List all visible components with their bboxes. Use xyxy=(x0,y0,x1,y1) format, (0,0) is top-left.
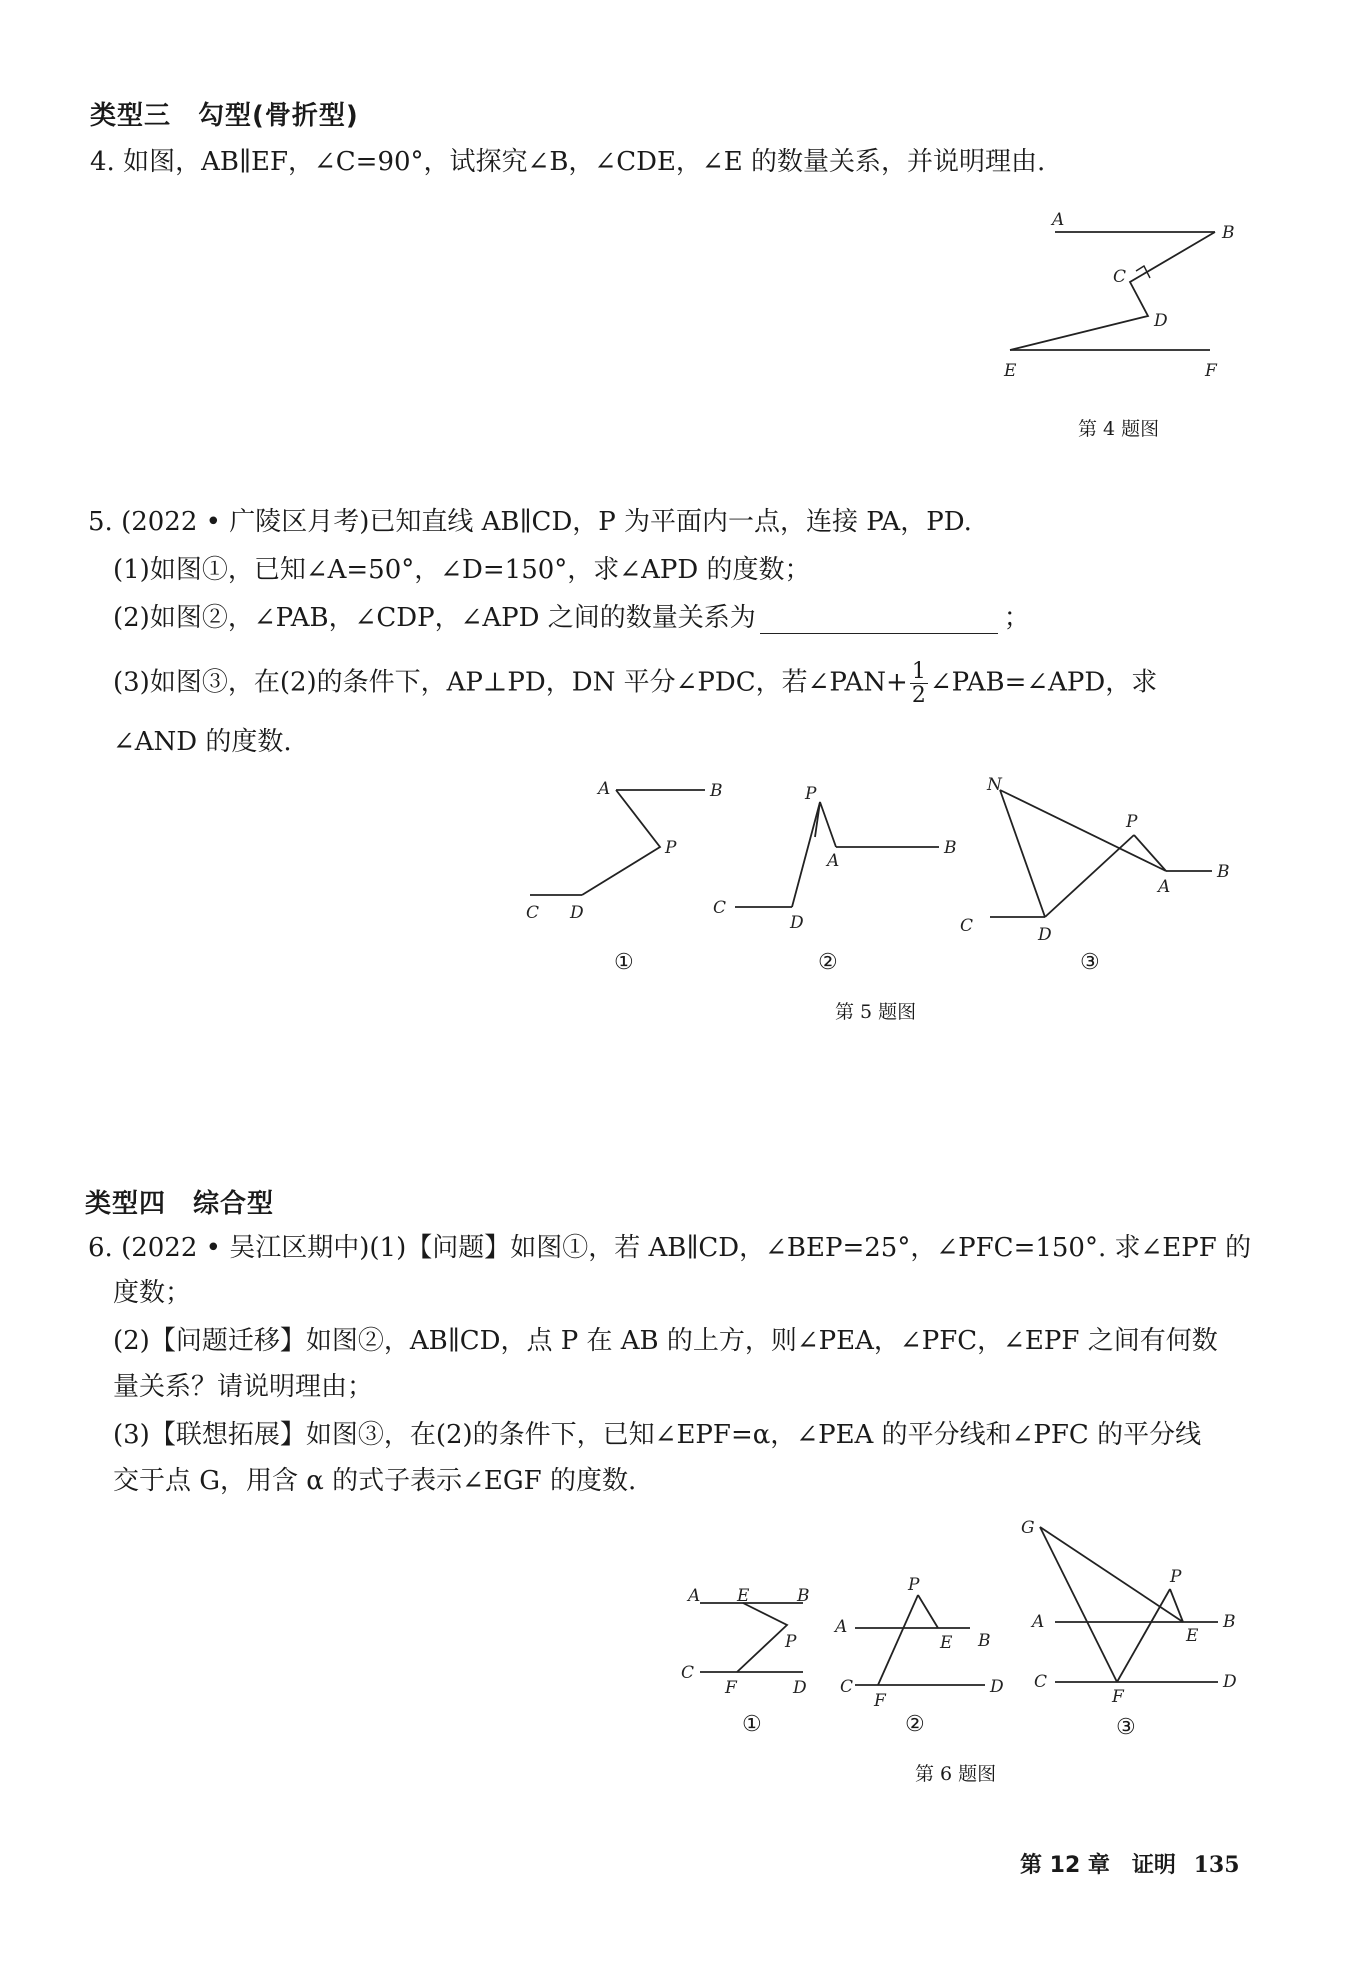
q5-figure-3 xyxy=(950,775,1250,950)
q5f2-label-p: P xyxy=(805,784,817,804)
q6f1-label-d: D xyxy=(793,1678,807,1698)
q6f2-label-a: A xyxy=(835,1617,848,1637)
q5f3-label-d: D xyxy=(1038,925,1052,945)
q6f3-label-e: E xyxy=(1186,1626,1199,1646)
q6f1-polyline-epf xyxy=(737,1603,787,1672)
section-heading-type3: 类型三 勾型(骨折型) xyxy=(90,101,359,131)
page-footer xyxy=(1020,1848,1240,1879)
q6f3-label-p: P xyxy=(1170,1567,1182,1587)
q5-figure-2-mark: ② xyxy=(818,950,838,975)
q5f1-label-c: C xyxy=(526,903,540,923)
q4-label-a: A xyxy=(1052,210,1065,230)
q5f3-line-pa xyxy=(1134,835,1166,871)
q6f2-label-b: B xyxy=(978,1631,991,1651)
q4-label-e: E xyxy=(1004,361,1017,381)
q5f3-line-dp xyxy=(1045,835,1134,917)
q4-label-b: B xyxy=(1222,223,1235,243)
q5-part3-end: ∠AND 的度数. xyxy=(113,727,292,757)
q5f2-label-a: A xyxy=(827,851,840,871)
q5-part2-text: (2)如图②，∠PAB，∠CDP，∠APD 之间的数量关系为 xyxy=(113,603,756,633)
q6f3-label-f: F xyxy=(1112,1687,1124,1707)
q5f1-label-a: A xyxy=(598,779,611,799)
q6f2-label-d: D xyxy=(990,1677,1004,1697)
q6f1-label-b: B xyxy=(797,1586,810,1606)
q6f3-label-b: B xyxy=(1223,1612,1236,1632)
q6f3-label-d: D xyxy=(1223,1672,1237,1692)
q5f1-label-d: D xyxy=(570,903,584,923)
q6-line-4: 量关系？请说明理由； xyxy=(113,1372,374,1402)
q4-label-f: F xyxy=(1205,361,1217,381)
q5f3-label-n: N xyxy=(987,775,1002,795)
q5f3-label-b: B xyxy=(1217,862,1230,882)
q5-figure-3-mark: ③ xyxy=(1080,950,1100,975)
q6f1-label-e: E xyxy=(737,1586,750,1606)
section-heading-type4: 类型四 综合型 xyxy=(85,1189,275,1219)
q6f3-label-c: C xyxy=(1034,1672,1048,1692)
q5-figure-1-mark: ① xyxy=(614,950,634,975)
q6f1-label-a: A xyxy=(688,1586,701,1606)
q5-part3 xyxy=(113,660,1157,707)
q6-line-2: 度数； xyxy=(113,1278,192,1308)
q5f1-label-b: B xyxy=(710,781,723,801)
chapter-title: 第 12 章 证明 xyxy=(1020,1853,1176,1878)
q6-line-6: 交于点 G，用含 α 的式子表示∠EGF 的度数. xyxy=(113,1466,637,1496)
q5-fraction xyxy=(910,660,928,707)
q5-part3-text-2: ∠PAB=∠APD，求 xyxy=(929,667,1158,698)
q6-line-3: (2)【问题迁移】如图②，AB∥CD，点 P 在 AB 的上方，则∠PEA，∠PFC，∠EPF 之间有何数 xyxy=(113,1326,1218,1356)
q6f2-label-e: E xyxy=(940,1633,953,1653)
q5-part1: (1)如图①，已知∠A=50°，∠D=150°，求∠APD 的度数； xyxy=(113,555,811,585)
q6f3-label-a: A xyxy=(1032,1612,1045,1632)
q6f3-line-fp xyxy=(1117,1589,1170,1682)
q5f1-polyline-apd xyxy=(582,790,660,895)
q6f2-label-c: C xyxy=(840,1677,854,1697)
q6-figure-1 xyxy=(675,1585,825,1705)
q5f2-line-pd xyxy=(792,802,820,907)
q5-figure-2 xyxy=(705,782,975,932)
q5f3-label-a: A xyxy=(1158,877,1171,897)
q5f3-label-c: C xyxy=(960,916,974,936)
q6f3-label-g: G xyxy=(1021,1518,1035,1538)
q5-caption: 第 5 题图 xyxy=(835,1001,917,1023)
q5f1-label-p: P xyxy=(665,838,677,858)
q5-fraction-numerator: 1 xyxy=(911,659,926,684)
q5f2-label-b: B xyxy=(944,838,957,858)
q4-label-d: D xyxy=(1154,311,1168,331)
q5-part2 xyxy=(113,603,1030,634)
q6-line-1: 6. (2022 • 吴江区期中)(1)【问题】如图①，若 AB∥CD，∠BEP=25°，∠PFC=150°. 求∠EPF 的 xyxy=(88,1233,1252,1263)
q5f3-label-p: P xyxy=(1126,812,1138,832)
q6-figure-3 xyxy=(1020,1515,1250,1720)
q6f2-label-f: F xyxy=(874,1691,886,1711)
q6-figure-2-mark: ② xyxy=(905,1712,925,1737)
q6f2-label-p: P xyxy=(908,1575,920,1595)
q6-caption: 第 6 题图 xyxy=(915,1763,997,1785)
q6f1-label-f: F xyxy=(725,1678,737,1698)
q5-fraction-denominator: 2 xyxy=(911,683,926,709)
page-number: 135 xyxy=(1193,1852,1240,1878)
q6f2-line-fp xyxy=(878,1595,918,1685)
q5-part3-text: (3)如图③，在(2)的条件下，AP⊥PD，DN 平分∠PDC，若∠PAN+ xyxy=(113,667,908,698)
q6f1-label-c: C xyxy=(681,1663,695,1683)
q6f1-label-p: P xyxy=(785,1632,797,1652)
q6-figure-3-mark: ③ xyxy=(1116,1715,1136,1740)
q6-figure-2 xyxy=(830,1570,1010,1715)
q4-polyline-bcde xyxy=(1010,232,1215,350)
q6f3-line-ge xyxy=(1040,1527,1183,1622)
q4-caption: 第 4 题图 xyxy=(1078,418,1160,440)
q5f2-label-c: C xyxy=(713,898,727,918)
q6-line-5: (3)【联想拓展】如图③，在(2)的条件下，已知∠EPF=α，∠PEA 的平分线和∠PFC 的平分线 xyxy=(113,1420,1202,1450)
q4-text: 4. 如图，AB∥EF，∠C=90°，试探究∠B，∠CDE，∠E 的数量关系，并说明理由. xyxy=(90,147,1046,177)
q6f3-line-gf xyxy=(1040,1527,1117,1682)
q4-figure xyxy=(1000,210,1250,390)
q5-part2-end: ； xyxy=(1003,603,1030,633)
q5f2-label-d: D xyxy=(790,913,804,933)
q5-intro: 5. (2022 • 广陵区月考)已知直线 AB∥CD，P 为平面内一点，连接 PA，PD. xyxy=(88,507,972,537)
q6f2-line-pe xyxy=(918,1595,938,1628)
q5-answer-blank[interactable] xyxy=(760,605,998,635)
q4-label-c: C xyxy=(1113,267,1127,287)
q6-figure-1-mark: ① xyxy=(742,1712,762,1737)
